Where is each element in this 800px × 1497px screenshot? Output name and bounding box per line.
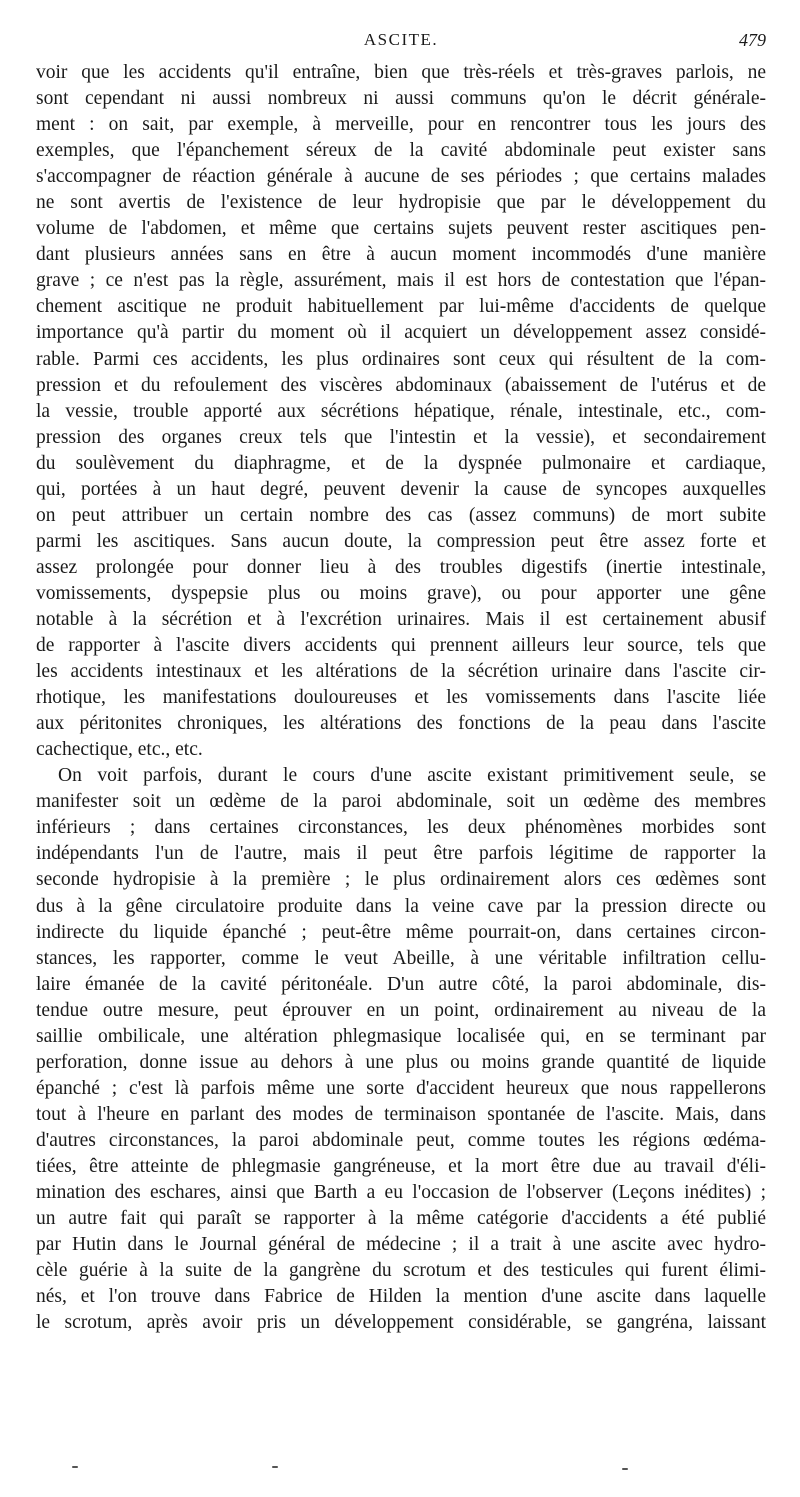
text-line: notable à la sécrétion et à l'excrétion urinaires. Mais il est certainement abusif xyxy=(36,608,766,630)
text-line: ment : on sait, par exemple, à merveille, pour en rencontrer tous les jours des xyxy=(36,114,766,136)
text-line: parmi les ascitiques. Sans aucun doute, la compression peut être assez forte et xyxy=(36,530,766,552)
text-line: cachectique, etc., etc. xyxy=(36,739,203,761)
text-line: volume de l'abdomen, et même que certains sujets peuvent rester ascitiques pen- xyxy=(36,218,766,240)
text-line: on peut attribuer un certain nombre des cas (assez communs) de mort subite xyxy=(36,504,766,526)
text-line: du soulèvement du diaphragme, et de la dyspnée pulmonaire et cardiaque, xyxy=(36,452,766,474)
text-line: pression des organes creux tels que l'intestin et la vessie), et secondairement xyxy=(36,426,766,448)
text-line: nés, et l'on trouve dans Fabrice de Hilden la mention d'une ascite dans laquelle xyxy=(36,1286,766,1308)
text-line: dant plusieurs années sans en être à aucun moment incommodés d'une manière xyxy=(36,244,766,266)
scan-speck xyxy=(622,1468,628,1470)
text-line: saillie ombilicale, une altération phlegmasique localisée qui, en se terminant par xyxy=(36,1025,766,1047)
text-line: indirecte du liquide épanché ; peut-être même pourrait-on, dans certaines circon- xyxy=(36,921,766,943)
text-line: seconde hydropisie à la première ; le plus ordinairement alors ces œdèmes sont xyxy=(36,869,766,891)
text-line: les accidents intestinaux et les altérations de la sécrétion urinaire dans l'ascite cir- xyxy=(36,661,766,683)
text-line: tendue outre mesure, peut éprouver en un point, ordinairement au niveau de la xyxy=(36,999,766,1021)
body-text xyxy=(36,60,766,1336)
text-line: manifester soit un œdème de la paroi abdominale, soit un œdème des membres xyxy=(36,791,766,813)
running-header xyxy=(36,30,766,54)
text-line: stances, les rapporter, comme le veut Abeille, à une véritable infiltration cellu- xyxy=(36,947,766,969)
text-line: rable. Parmi ces accidents, les plus ordinaires sont ceux qui résultent de la com- xyxy=(36,348,766,370)
text-line: tout à l'heure en parlant des modes de terminaison spontanée de l'ascite. Mais, dans xyxy=(36,1103,766,1125)
text-line: exemples, que l'épanchement séreux de la cavité abdominale peut exister sans xyxy=(36,140,766,162)
text-line: épanché ; c'est là parfois même une sorte d'accident heureux que nous rappellerons xyxy=(36,1077,766,1099)
text-line: laire émanée de la cavité péritonéale. D'un autre côté, la paroi abdominale, dis- xyxy=(36,973,766,995)
text-line: de rapporter à l'ascite divers accidents qui prennent ailleurs leur source, tels que xyxy=(36,635,766,657)
text-line: indépendants l'un de l'autre, mais il peut être parfois légitime de rapporter la xyxy=(36,843,766,865)
running-title: ASCITE. xyxy=(363,30,439,49)
text-line: d'autres circonstances, la paroi abdominale peut, comme toutes les régions œdéma- xyxy=(36,1129,766,1151)
text-line: dus à la gêne circulatoire produite dans la veine cave par la pression directe ou xyxy=(36,895,766,917)
text-line: voir que les accidents qu'il entraîne, bien que très-réels et très-graves parlois, ne xyxy=(36,62,766,83)
text-line: inférieurs ; dans certaines circonstances, les deux phénomènes morbides sont xyxy=(36,817,766,839)
text-line: cèle guérie à la suite de la gangrène du scrotum et des testicules qui furent élimi- xyxy=(36,1260,766,1282)
scan-speck xyxy=(72,1466,78,1468)
text-line: rhotique, les manifestations douloureuses et les vomissements dans l'ascite liée xyxy=(36,687,766,709)
text-line: qui, portées à un haut degré, peuvent devenir la cause de syncopes auxquelles xyxy=(36,478,766,500)
text-line: aux péritonites chroniques, les altérations des fonctions de la peau dans l'ascite xyxy=(36,713,766,735)
text-line: la vessie, trouble apporté aux sécrétions hépatique, rénale, intestinale, etc., com- xyxy=(36,400,766,422)
text-line: assez prolongée pour donner lieu à des troubles digestifs (inertie intestinale, xyxy=(36,556,766,578)
text-line: importance qu'à partir du moment où il acquiert un développement assez considé- xyxy=(36,322,766,344)
text-line: ne sont avertis de l'existence de leur hydropisie que par le développement du xyxy=(36,192,766,214)
text-line: chement ascitique ne produit habituellement par lui-même d'accidents de quelque xyxy=(36,296,766,318)
scan-speck xyxy=(272,1466,278,1468)
text-line: par Hutin dans le Journal général de médecine ; il a trait à une ascite avec hydro- xyxy=(36,1234,766,1256)
text-line: grave ; ce n'est pas la règle, assurément, mais il est hors de contestation que l'épan- xyxy=(36,270,766,292)
text-line: mination des eschares, ainsi que Barth a eu l'occasion de l'observer (Leçons inédites) ; xyxy=(36,1182,766,1204)
text-line: tiées, être atteinte de phlegmasie gangréneuse, et la mort être due au travail d'éli- xyxy=(36,1155,766,1177)
text-line: s'accompagner de réaction générale à aucune de ses périodes ; que certains malades xyxy=(36,166,766,188)
text-line: un autre fait qui paraît se rapporter à la même catégorie d'accidents a été publié xyxy=(36,1208,766,1230)
text-line: sont cependant ni aussi nombreux ni aussi communs qu'on le décrit générale- xyxy=(36,88,766,110)
page-number: 479 xyxy=(739,30,766,50)
text-line: le scrotum, après avoir pris un développement considérable, se gangréna, laissant xyxy=(36,1312,766,1334)
text-line: perforation, donne issue au dehors à une plus ou moins grande quantité de liquide xyxy=(36,1051,766,1073)
text-line: pression et du refoulement des viscères abdominaux (abaissement de l'utérus et de xyxy=(36,374,766,396)
text-line: On voit parfois, durant le cours d'une ascite existant primitivement seule, se xyxy=(58,765,766,787)
text-line: vomissements, dyspepsie plus ou moins grave), ou pour apporter une gêne xyxy=(36,582,766,604)
